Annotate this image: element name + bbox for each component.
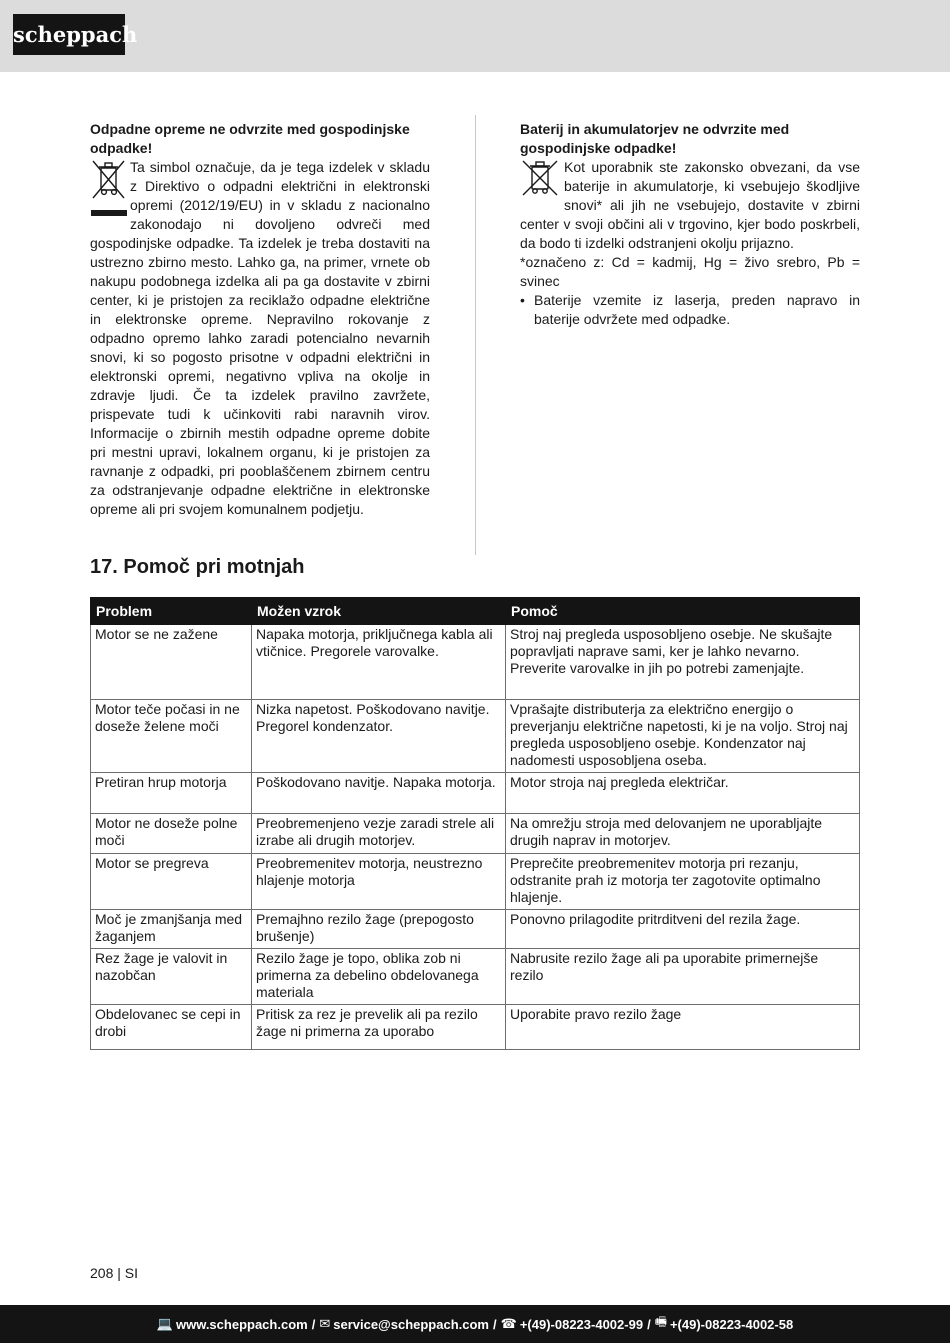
cause-cell: Preobremenjeno vezje zaradi strele ali izrabe ali drugih motorjev. xyxy=(252,814,506,854)
table-row xyxy=(91,854,860,910)
problem-cell: Rez žage je valovit in nazobčan xyxy=(91,949,252,1005)
scheppach-logo: scheppach xyxy=(13,14,125,55)
crossed-out-wheelie-bin-icon xyxy=(90,158,128,220)
chapter-title: 17. Pomoč pri motnjah xyxy=(90,556,305,578)
help-cell: Vprašajte distributerja za električno energijo o preverjanju električne napetosti, ki je na voljo. Stroj naj pregleda usposobljeno osebje. Kondenzator naj nadomesti usposobljena oseba. xyxy=(506,700,860,773)
help-cell: Motor stroja naj pregleda električar. xyxy=(506,773,860,814)
troubleshooting-table xyxy=(90,597,860,1050)
page-number xyxy=(90,1265,138,1281)
battery-disposal-text: Kot uporabnik ste zakonsko obvezani, da vse baterije in akumulatorje, ki vsebujejo škodljive snovi* ali jih ne vsebujejo, dostavite v zbirni center v svoji občini ali v trgovino, kjer bodo poskrbeli, da bodo ti izdelki odstranjeni okolju prijazno. xyxy=(520,159,860,251)
email-icon: ✉ xyxy=(319,1316,331,1331)
fax-icon: 🖷 xyxy=(654,1314,667,1329)
crossed-out-bin-icon xyxy=(520,158,560,198)
phone-icon: ☎ xyxy=(500,1316,517,1331)
footer-separator: / xyxy=(311,1316,316,1332)
help-cell: Preprečite preobremenitev motorja pri rezanju, odstranite prah iz motorja ter zagotovite optimalno hlajenje. xyxy=(506,854,860,910)
help-cell: Stroj naj pregleda usposobljeno osebje. Ne skušajte popravljati naprave sami, ker je lahko nevarno. Preverite varovalke in jih po potrebi zamenjajte. xyxy=(506,625,860,700)
problem-cell: Pretiran hrup motorja xyxy=(91,773,252,814)
problem-cell: Motor se ne zažene xyxy=(91,625,252,700)
cause-cell: Preobremenitev motorja, neustrezno hlajenje motorja xyxy=(252,854,506,910)
cause-cell: Rezilo žage je topo, oblika zob ni primerna za debelino obdelovanega materiala xyxy=(252,949,506,1005)
table-row xyxy=(91,814,860,854)
table-header-row xyxy=(91,598,860,625)
problem-cell: Motor ne doseže polne moči xyxy=(91,814,252,854)
help-cell: Uporabite pravo rezilo žage xyxy=(506,1005,860,1050)
battery-disposal-section xyxy=(520,120,860,329)
table-row xyxy=(91,910,860,949)
weee-disposal-title: Odpadne opreme ne odvrzite med gospodinjske odpadke! xyxy=(90,121,410,156)
problem-cell: Obdelovanec se cepi in drobi xyxy=(91,1005,252,1050)
header-possible-cause: Možen vzrok xyxy=(252,598,506,625)
footer-phone: +(49)-08223-4002-99 xyxy=(519,1316,644,1332)
header-band xyxy=(0,0,950,72)
table-row xyxy=(91,773,860,814)
help-cell: Ponovno prilagodite pritrditveni del rezila žage. xyxy=(506,910,860,949)
footer-contact-line xyxy=(0,1305,950,1343)
header-problem: Problem xyxy=(91,598,252,625)
footer-band xyxy=(0,1305,950,1343)
battery-substance-note: *označeno z: Cd = kadmij, Hg = živo srebro, Pb = svinec xyxy=(520,254,860,289)
bullet-icon: • xyxy=(520,292,525,308)
column-divider xyxy=(475,115,476,555)
footer-web-link[interactable]: www.scheppach.com xyxy=(175,1316,308,1332)
battery-disposal-title: Baterij in akumulatorjev ne odvrzite med gospodinjske odpadke! xyxy=(520,121,790,156)
table-row xyxy=(91,700,860,773)
cause-cell: Nizka napetost. Poškodovano navitje. Pregorel kondenzator. xyxy=(252,700,506,773)
cause-cell: Premajhno rezilo žage (prepogosto brušenje) xyxy=(252,910,506,949)
help-cell: Nabrusite rezilo žage ali pa uporabite primernejše rezilo xyxy=(506,949,860,1005)
table-row xyxy=(91,625,860,700)
cause-cell: Poškodovano navitje. Napaka motorja. xyxy=(252,773,506,814)
problem-cell: Motor teče počasi in ne doseže želene moči xyxy=(91,700,252,773)
battery-removal-text: Baterije vzemite iz laserja, preden napravo in baterije odvržete med odpadke. xyxy=(534,292,860,327)
footer-email-link[interactable]: service@scheppach.com xyxy=(333,1316,489,1332)
weee-disposal-text: Ta simbol označuje, da je tega izdelek v skladu z Direktivo o odpadni električni in elektronski opremi (2012/19/EU) in v skladu z nacionalno zakonodajo ni dovoljeno odvreči med gospodinjske odpadke. Ta izdelek je treba dostaviti na ustrezno zbirno mesto. Lahko ga, na primer, vrnete ob nakupu podobnega izdelka ali pa ga dostavite v zbirni center, ki je pristojen za reciklažo odpadne električne in elektronske opreme. Nepravilno rokovanje z odpadno opremo lahko zaradi potencialno nevarnih snovi, ki so pogosto prisotne v odpadni električni in elektronski opremi, negativno vpliva na okolje in zdravje ljudi. Če ta izdelek pravilno zavržete, prispevate tudi k učinkoviti rabi naravnih virov. Informacije o zbirnih mestih odpadne opreme dobite pri mestni upravi, lokalnem organu, ki je pristojen za ravnanje z odpadki, pri pooblaščenem zbirnem centru za odstranjevanje odpadne električne in elektronske opreme ali pri svojem komunalnem podjetju. xyxy=(90,159,430,517)
problem-cell: Motor se pregreva xyxy=(91,854,252,910)
weee-disposal-section xyxy=(90,120,430,519)
help-cell: Na omrežju stroja med delovanjem ne uporabljajte drugih naprav in motorjev. xyxy=(506,814,860,854)
header-remedy: Pomoč xyxy=(506,598,860,625)
table-row xyxy=(91,949,860,1005)
footer-fax: +(49)-08223-4002-58 xyxy=(669,1316,794,1332)
table-row xyxy=(91,1005,860,1050)
computer-icon: 💻 xyxy=(156,1316,173,1331)
battery-removal-bullet xyxy=(520,291,860,329)
cause-cell: Pritisk za rez je prevelik ali pa rezilo žage ni primerna za uporabo xyxy=(252,1005,506,1050)
page-number-divider: | xyxy=(117,1265,125,1281)
cause-cell: Napaka motorja, priključnega kabla ali vtičnice. Pregorele varovalke. xyxy=(252,625,506,700)
footer-separator: / xyxy=(647,1316,651,1332)
page-language: SI xyxy=(124,1265,139,1281)
problem-cell: Moč je zmanjšanja med žaganjem xyxy=(91,910,252,949)
page-number-value: 208 xyxy=(90,1265,114,1281)
footer-separator: / xyxy=(493,1316,497,1332)
